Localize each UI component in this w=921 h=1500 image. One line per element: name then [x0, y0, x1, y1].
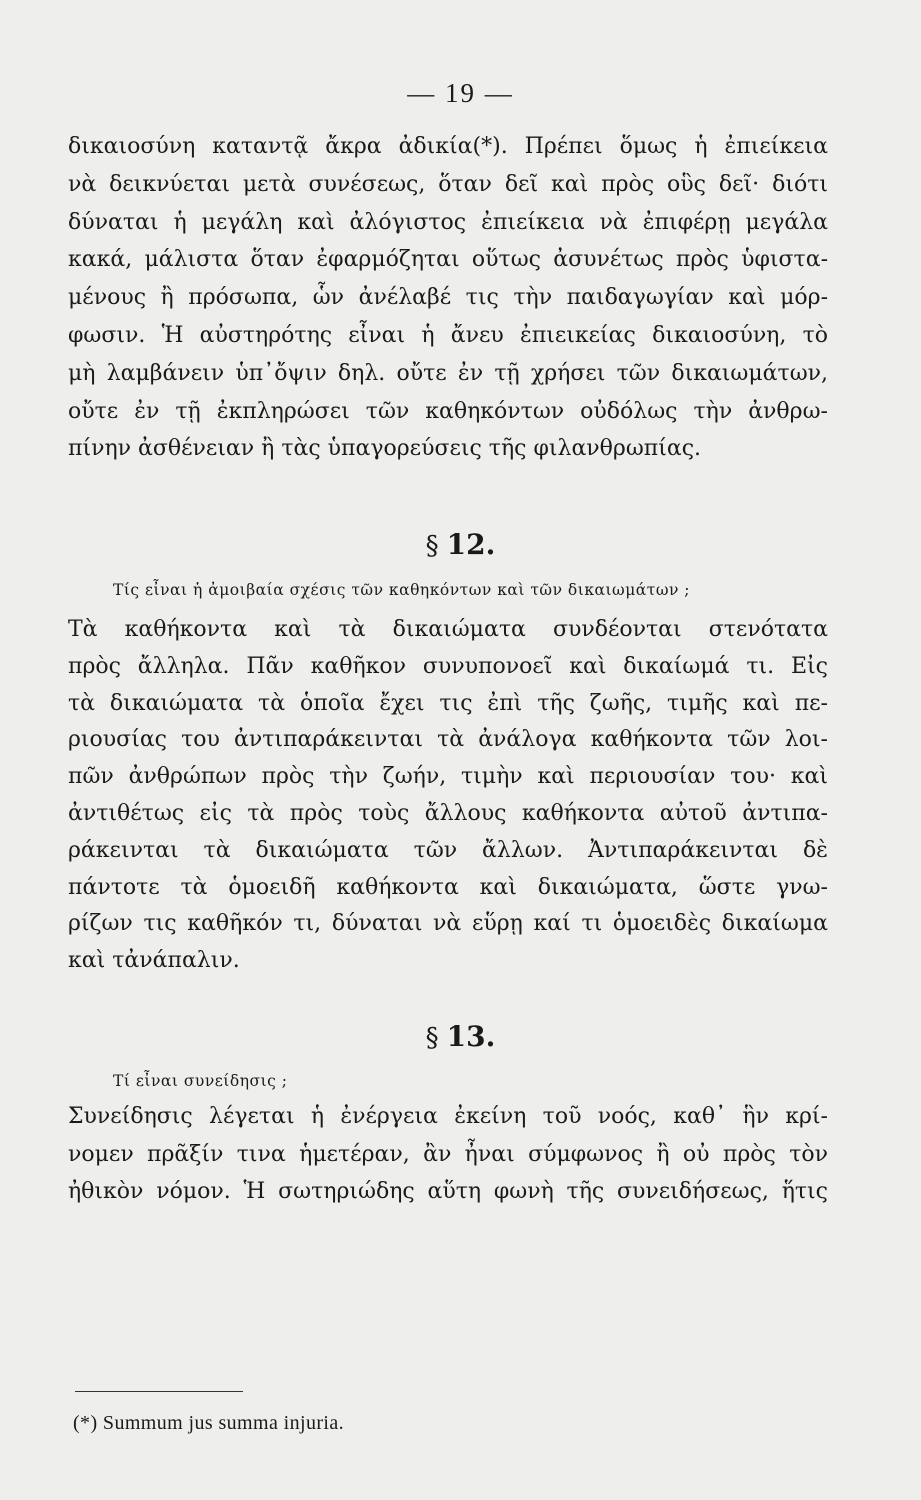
text-line: Συνείδησις λέγεται ἡ ἐνέργεια ἐκείνη τοῦ νοός, καθ᾽ ἣν κρί- [68, 1104, 828, 1129]
text-line: πάντοτε τὰ ὁμοειδῆ καθήκοντα καὶ δικαιώματα, ὥστε γνω- [68, 874, 828, 900]
text-line: ἠθικὸν νόμον. Ἡ σωτηριώδης αὕτη φωνὴ τῆς συνειδήσεως, ἥτις [68, 1179, 828, 1204]
text-line: ριουσίας του ἀντιπαράκεινται τὰ ἀνάλογα καθήκοντα τῶν λοι- [68, 727, 828, 753]
footnote: (*) Summum jus summa injuria. [73, 1412, 345, 1434]
text-line: οὔτε ἐν τῇ ἐκπληρώσει τῶν καθηκόντων οὐδόλως τὴν ἀνθρω- [68, 398, 828, 424]
text-line: μὴ λαμβάνειν ὑπ᾽ὄψιν δηλ. οὔτε ἐν τῇ χρήσει τῶν δικαιωμάτων, [68, 360, 828, 386]
section-number: 13. [446, 1020, 496, 1053]
text-line: δικαιοσύνη καταντᾷ ἄκρα ἀδικία(*). Πρέπει ὅμως ἡ ἐπιείκεια [68, 134, 828, 159]
text-line: ράκεινται τὰ δικαιώματα τῶν ἄλλων. Ἀντιπαράκεινται δὲ [68, 837, 828, 863]
text-line: φωσιν. Ἡ αὐστηρότης εἶναι ἡ ἄνευ ἐπιεικείας δικαιοσύνη, τὸ [68, 322, 828, 348]
text-line: Τὰ καθήκοντα καὶ τὰ δικαιώματα συνδέονται στενότατα [68, 617, 828, 642]
footnote-divider [75, 1391, 243, 1392]
section-12-heading [0, 528, 921, 561]
paragraph-justice [68, 128, 828, 468]
text-line: ρίζων τις καθῆκόν τι, δύναται νὰ εὕρῃ καί τι ὁμοειδὲς δικαίωμα [68, 911, 828, 937]
text-line: δύναται ἡ μεγάλη καὶ ἀλόγιστος ἐπιείκεια νὰ ἐπιφέρῃ μεγάλα [68, 209, 828, 235]
text-line: μένους ἢ πρόσωπα, ὧν ἀνέλαβέ τις τὴν παιδαγωγίαν καὶ μόρ- [68, 285, 828, 311]
section-sign: § [425, 1023, 439, 1053]
text-line: ἀντιθέτως εἰς τὰ πρὸς τοὺς ἄλλους καθήκοντα αὐτοῦ ἀντιπα- [68, 800, 828, 826]
section-number: 12. [446, 528, 496, 561]
section-13-question: Τί εἶναι συνείδησις ; [113, 1072, 288, 1090]
text-line: κακά, μάλιστα ὅταν ἐφαρμόζηται οὕτως ἀσυνέτως πρὸς ὑφιστα- [68, 247, 828, 273]
text-line: τὰ δικαιώματα τὰ ὁποῖα ἔχει τις ἐπὶ τῆς ζωῆς, τιμῆς καὶ πε- [68, 690, 828, 716]
page-number: — 19 — [407, 78, 514, 108]
section-13-body [68, 1098, 828, 1211]
section-12-question: Τίς εἶναι ἡ ἀμοιβαία σχέσις τῶν καθηκόντων καὶ τῶν δικαιωμάτων ; [113, 581, 691, 599]
text-line: νὰ δεικνύεται μετὰ συνέσεως, ὅταν δεῖ καὶ πρὸς οὓς δεῖ· διότι [68, 171, 828, 197]
text-line: καὶ τἀνάπαλιν. [68, 948, 240, 974]
text-line: πρὸς ἄλληλα. Πᾶν καθῆκον συνυπονοεῖ καὶ δικαίωμά τι. Εἰς [68, 653, 828, 679]
section-12-body [68, 612, 828, 980]
text-line: νομεν πρᾶξίν τινα ἡμετέραν, ἂν ἦναι σύμφωνος ἢ οὐ πρὸς τὸν [68, 1141, 828, 1167]
text-line: πίνην ἀσθένειαν ἢ τὰς ὑπαγορεύσεις τῆς φιλανθρωπίας. [68, 436, 702, 462]
section-13-heading [0, 1020, 921, 1053]
text-line: πῶν ἀνθρώπων πρὸς τὴν ζωήν, τιμὴν καὶ περιουσίαν του· καὶ [68, 764, 828, 790]
section-sign: § [425, 531, 439, 561]
